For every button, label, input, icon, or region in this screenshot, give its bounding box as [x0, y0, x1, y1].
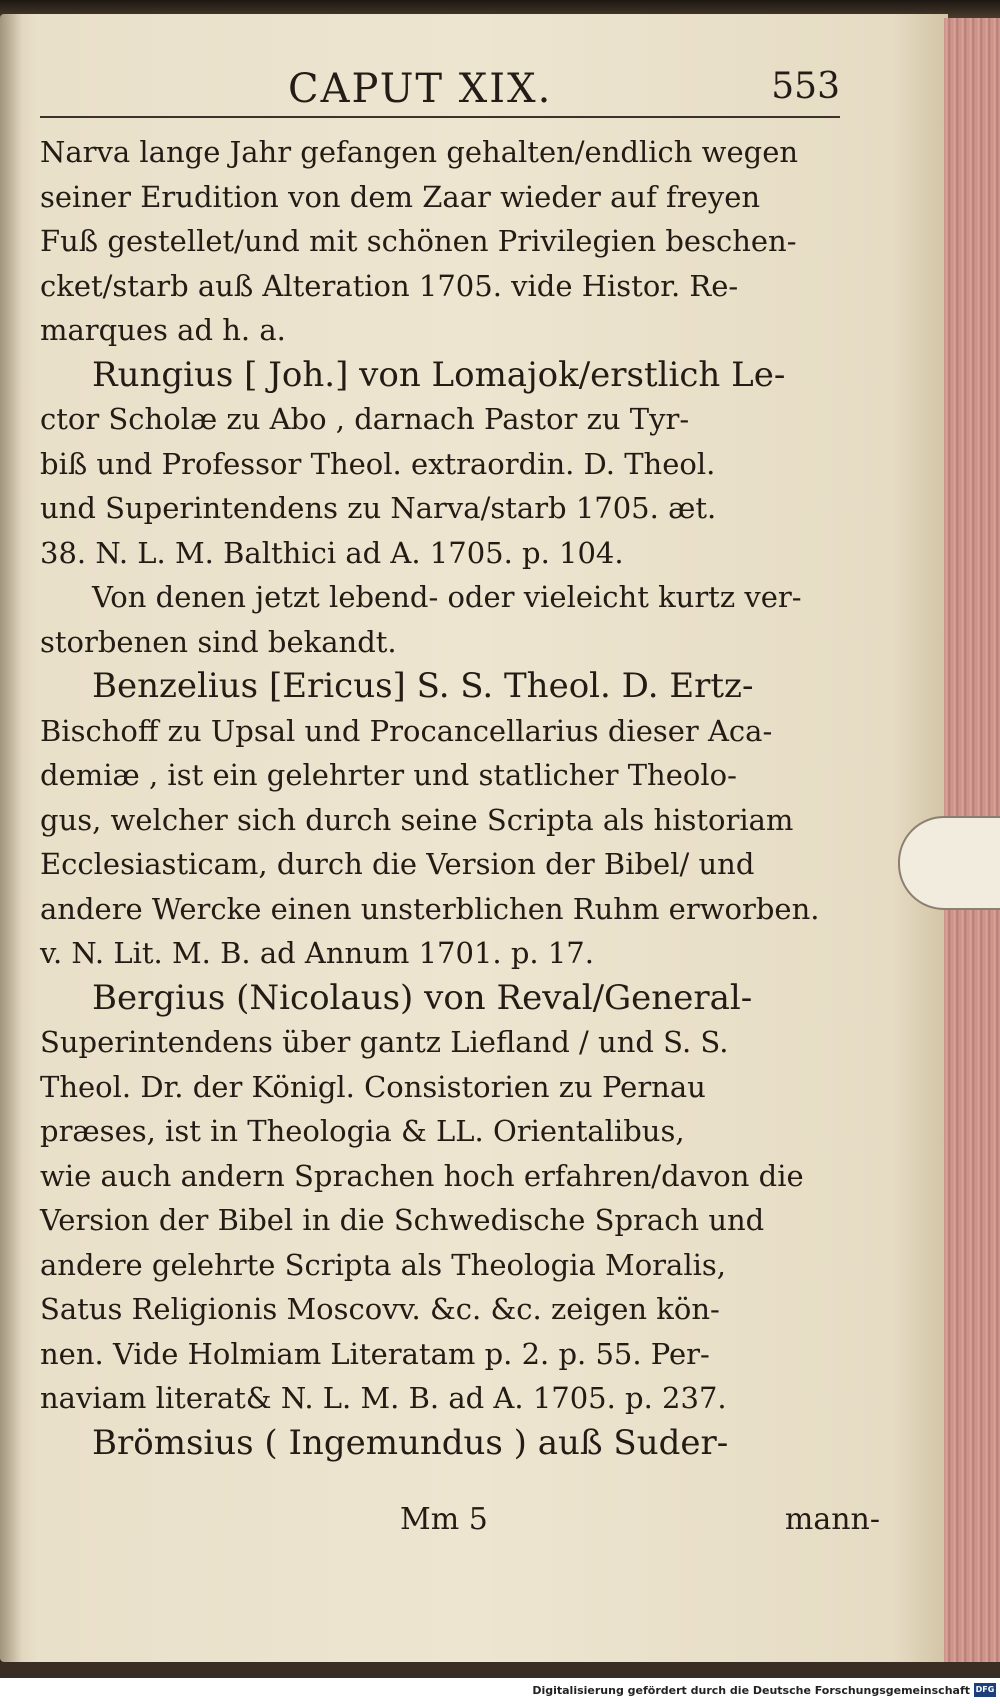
page-text [40, 130, 880, 1465]
text-line: cket/starb auß Alteration 1705. vide Histor. Re- [40, 268, 739, 303]
text-line: Theol. Dr. der Königl. Consistorien zu Pernau [40, 1069, 706, 1104]
page-number: 553 [771, 66, 840, 107]
entry-heading-line: Brömsius ( Ingemundus ) auß Suder- [92, 1422, 729, 1463]
page-footer [40, 1498, 880, 1542]
dfg-logo: DFG [974, 1683, 996, 1697]
text-line: v. N. Lit. M. B. ad Annum 1701. p. 17. [40, 936, 594, 970]
spine-shadow [0, 14, 22, 1662]
text-line: gus, welcher sich durch seine Scripta als historiam [40, 802, 794, 837]
text-line: storbenen sind bekandt. [40, 624, 397, 659]
digitization-credit: Digitalisierung gefördert durch die Deutsche Forschungsgemeinschaft [532, 1684, 970, 1697]
text-line: wie auch andern Sprachen hoch erfahren/davon die [40, 1158, 804, 1193]
text-line: ctor Scholæ zu Abo , darnach Pastor zu Tyr- [40, 402, 690, 436]
text-line: andere Wercke einen unsterblichen Ruhm erworben. [40, 891, 820, 926]
text-line: Von denen jetzt lebend- oder vieleicht kurtz ver- [92, 580, 802, 614]
text-line: Ecclesiasticam, durch die Version der Bibel/ und [40, 847, 755, 881]
text-line: Fuß gestellet/und mit schönen Privilegien beschen- [40, 224, 797, 258]
text-line: 38. N. L. M. Balthici ad A. 1705. p. 104. [40, 535, 624, 570]
catchword: mann- [784, 1502, 880, 1537]
book-bottom-edge [0, 1662, 1000, 1678]
page-tab [898, 816, 1000, 910]
text-line: biß und Professor Theol. extraordin. D. Theol. [40, 446, 716, 481]
text-line: andere gelehrte Scripta als Theologia Moralis, [40, 1247, 726, 1282]
text-line: Superintendens über gantz Liefland / und S. S. [40, 1025, 729, 1059]
text-line: demiæ , ist ein gelehrter und statlicher Theolo- [40, 758, 737, 792]
text-line: Satus Religionis Moscovv. &c. &c. zeigen kön- [40, 1292, 720, 1326]
text-line: Version der Bibel in die Schwedische Sprach und [40, 1203, 765, 1237]
entry-heading-line: Benzelius [Ericus] S. S. Theol. D. Ertz- [92, 666, 754, 706]
chapter-title: CAPUT XIX. [288, 66, 553, 112]
text-line: naviam literat& N. L. M. B. ad A. 1705. p. 237. [40, 1381, 727, 1415]
text-line: seiner Erudition von dem Zaar wieder auf freyen [40, 179, 761, 214]
signature-mark: Mm 5 [400, 1502, 488, 1537]
entry-heading-line: Rungius [ Joh.] von Lomajok/erstlich Le- [92, 354, 786, 395]
entry-heading-line: Bergius (Nicolaus) von Reval/General- [92, 977, 753, 1018]
text-line: nen. Vide Holmiam Literatam p. 2. p. 55. Per- [40, 1336, 710, 1371]
text-line: und Superintendens zu Narva/starb 1705. æt. [40, 491, 717, 525]
text-line: marques ad h. a. [40, 313, 286, 347]
running-header [40, 60, 840, 118]
text-line: Narva lange Jahr gefangen gehalten/endlich wegen [40, 135, 799, 169]
text-line: Bischoff zu Upsal und Procancellarius dieser Aca- [40, 713, 773, 748]
text-line: præses, ist in Theologia & LL. Orientalibus, [40, 1114, 685, 1148]
